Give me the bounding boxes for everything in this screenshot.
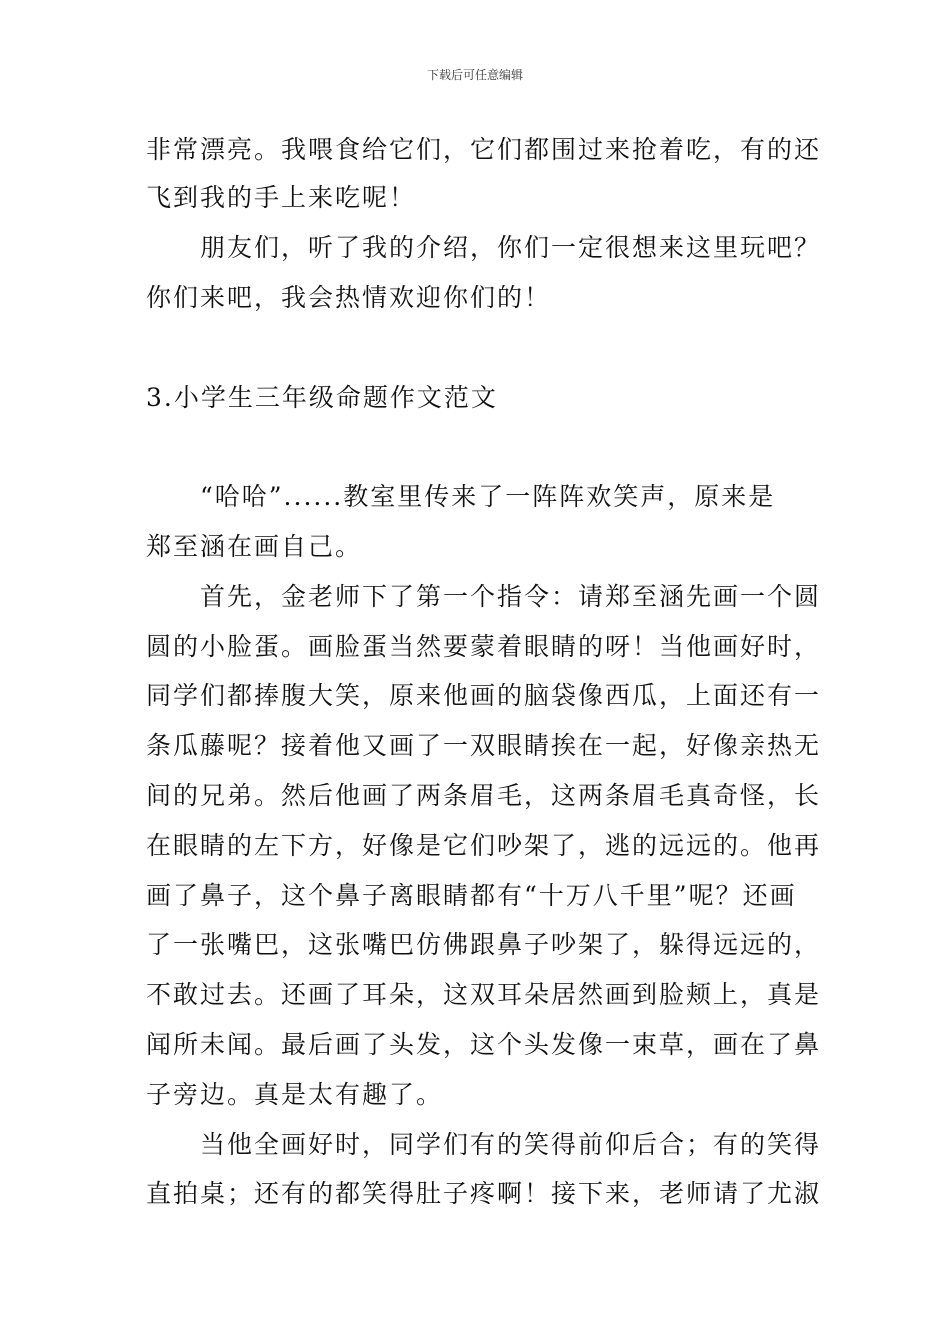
text-line: 首先，金老师下了第一个指令：请郑至涵先画一个圆: [146, 582, 822, 611]
text-line: 圆的小脸蛋。画脸蛋当然要蒙着眼睛的呀！当他画好时，: [146, 632, 822, 661]
text-line: 当他全画好时，同学们有的笑得前仰后合；有的笑得: [146, 1130, 822, 1159]
text-line: 飞到我的手上来吃呢！: [146, 183, 417, 212]
text-line: 了一张嘴巴，这张嘴巴仿佛跟鼻子吵架了，躲得远远的，: [146, 930, 822, 959]
section-heading: 3.小学生三年级命题作文范文: [146, 383, 498, 412]
text-line: 同学们都捧腹大笑，原来他画的脑袋像西瓜，上面还有一: [146, 681, 822, 710]
text-line: 间的兄弟。然后他画了两条眉毛，这两条眉毛真奇怪，长: [146, 781, 822, 810]
text-line: 非常漂亮。我喂食给它们，它们都围过来抢着吃，有的还: [146, 135, 822, 164]
text-line: 闻所未闻。最后画了头发，这个头发像一束草，画在了鼻: [146, 1030, 822, 1059]
text-line: 条瓜藤呢？接着他又画了一双眼睛挨在一起，好像亲热无: [146, 731, 822, 760]
text-line: 郑至涵在画自己。: [146, 532, 363, 561]
text-line: 不敢过去。还画了耳朵，这双耳朵居然画到脸颊上，真是: [146, 980, 822, 1009]
text-line: 子旁边。真是太有趣了。: [146, 1080, 444, 1109]
text-line: 在眼睛的左下方，好像是它们吵架了，逃的远远的。他再: [146, 831, 822, 860]
text-line: 直拍桌；还有的都笑得肚子疼啊！接下来，老师请了尤淑: [146, 1179, 822, 1208]
text-line: 朋友们，听了我的介绍，你们一定很想来这里玩吧？: [146, 233, 822, 262]
text-line: “哈哈”......教室里传来了一阵阵欢笑声，原来是: [146, 482, 776, 511]
text-line: 你们来吧，我会热情欢迎你们的！: [146, 283, 552, 312]
text-line: 画了鼻子，这个鼻子离眼睛都有“十万八千里”呢？还画: [146, 881, 797, 910]
page-header: 下载后可任意编辑: [426, 68, 523, 82]
